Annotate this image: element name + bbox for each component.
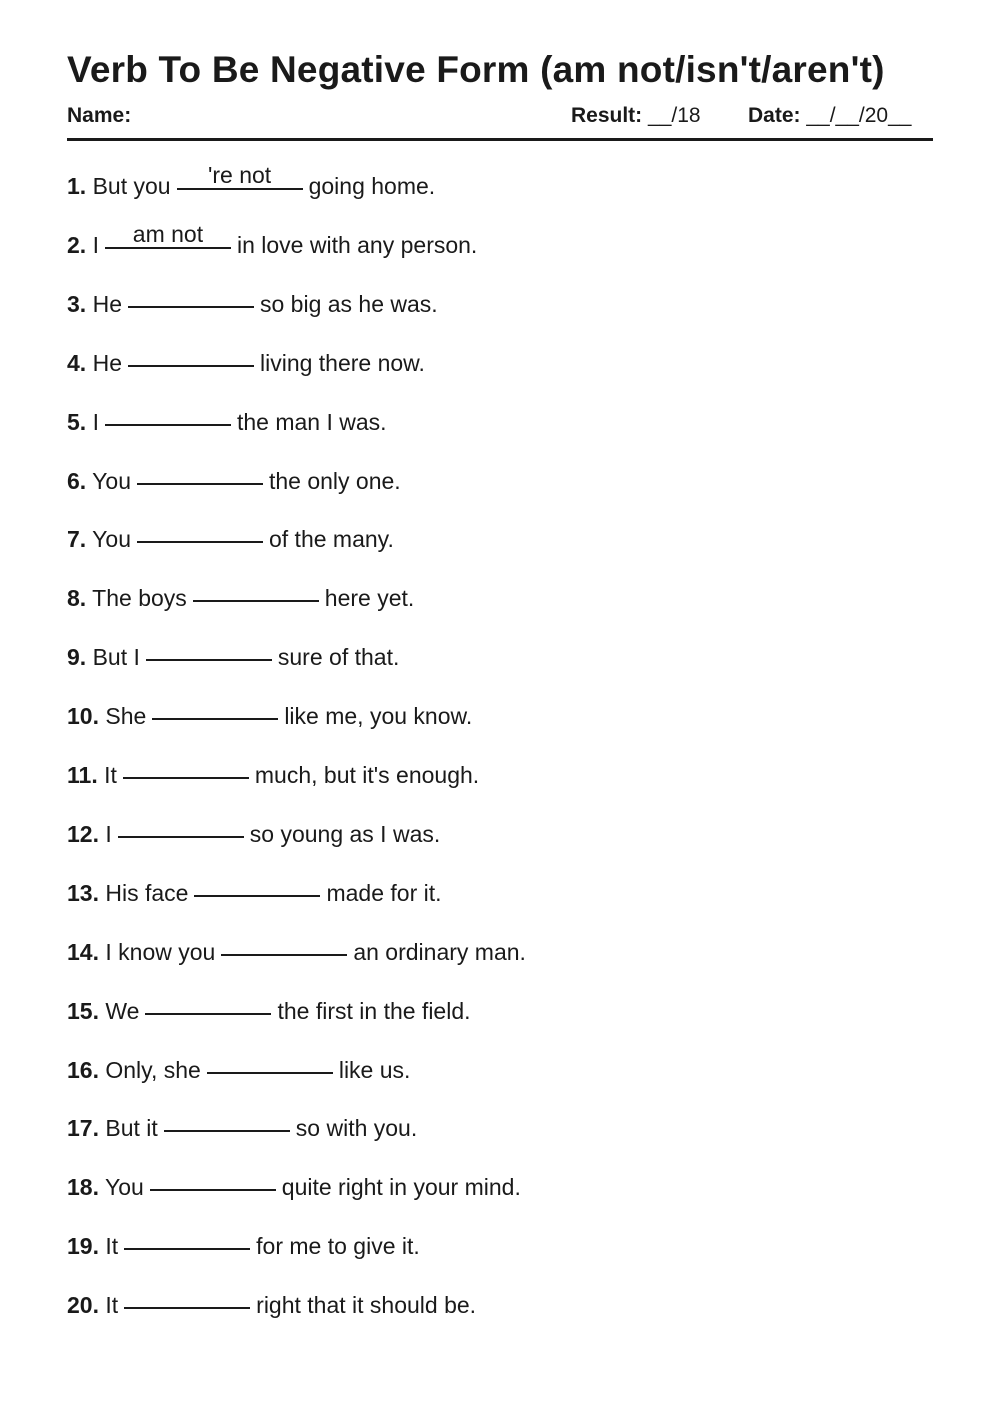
question-item: [67, 989, 471, 1029]
question-item: [67, 753, 479, 793]
question-item: [67, 220, 478, 263]
question-text-after: an ordinary man.: [353, 938, 526, 965]
question-item: [67, 930, 526, 970]
date-value: __/__/20__: [806, 104, 912, 127]
question-item: [67, 635, 399, 675]
question-text-before: But I: [92, 644, 140, 671]
question-text-after: in love with any person.: [236, 231, 478, 258]
question-item: [67, 400, 387, 440]
question-number: 18.: [67, 1174, 99, 1201]
question-text-after: made for it.: [326, 879, 442, 906]
result-field: [571, 102, 701, 130]
question-item: [67, 1283, 476, 1323]
question-text-before: The boys: [92, 585, 187, 612]
answer-blank[interactable]: [221, 930, 347, 960]
question-number: 19.: [67, 1233, 99, 1260]
question-item: [67, 812, 440, 852]
result-value: __/18: [648, 104, 701, 127]
question-text-before: It: [105, 1233, 119, 1260]
answer-text: am not: [132, 220, 204, 247]
question-text-after: for me to give it.: [256, 1233, 420, 1260]
question-text-before: You: [92, 526, 131, 553]
question-text-after: quite right in your mind.: [281, 1174, 521, 1201]
question-item: [67, 1106, 417, 1146]
answer-blank[interactable]: [207, 1048, 333, 1078]
question-text-after: much, but it's enough.: [254, 762, 480, 788]
question-text-after: so with you.: [295, 1115, 418, 1142]
question-number: 14.: [67, 938, 99, 965]
question-number: 12.: [67, 820, 99, 847]
question-item: [67, 282, 438, 322]
question-text-after: the only one.: [268, 467, 401, 494]
date-label: Date:: [748, 104, 801, 127]
question-text-before: You: [92, 467, 131, 494]
question-text-before: But it: [105, 1115, 158, 1142]
question-number: 2.: [67, 231, 87, 258]
question-text-after: the man I was.: [236, 408, 387, 435]
answer-blank[interactable]: [152, 694, 278, 724]
answer-blank[interactable]: [150, 1165, 276, 1195]
question-text-before: I: [105, 820, 112, 847]
question-text-after: here yet.: [324, 585, 415, 612]
question-text-before: He: [92, 349, 122, 376]
answer-blank[interactable]: [128, 341, 254, 371]
name-field: [67, 102, 131, 130]
question-item: [67, 576, 414, 616]
answer-blank[interactable]: [118, 812, 244, 842]
worksheet-title: Verb To Be Negative Form (am not/isn't/aren't): [67, 49, 885, 90]
question-text-before: I: [92, 231, 99, 258]
question-text-before: I know you: [105, 938, 216, 965]
question-number: 5.: [67, 408, 87, 435]
question-text-before: She: [105, 703, 147, 730]
question-text-before: Only, she: [105, 1056, 201, 1083]
question-number: 20.: [67, 1292, 99, 1319]
answer-blank[interactable]: [145, 989, 271, 1019]
answer-blank[interactable]: [128, 282, 254, 312]
question-number: 15.: [67, 997, 99, 1024]
question-text-before: We: [105, 997, 140, 1024]
question-text-before: But you: [92, 173, 171, 199]
question-text-after: like me, you know.: [284, 703, 473, 730]
question-item: [67, 517, 394, 557]
question-number: 4.: [67, 349, 87, 376]
question-item: [67, 871, 442, 911]
question-text-after: so big as he was.: [259, 290, 438, 317]
question-text-after: the first in the field.: [277, 997, 471, 1024]
answer-blank[interactable]: [137, 517, 263, 547]
answer-blank[interactable]: [137, 459, 263, 489]
answer-blank[interactable]: [146, 635, 272, 665]
question-number: 1.: [67, 173, 87, 199]
question-number: 9.: [67, 644, 87, 671]
answer-blank[interactable]: [177, 164, 303, 194]
question-item: [67, 459, 401, 499]
question-text-before: You: [104, 1174, 144, 1201]
question-item: [67, 1048, 410, 1088]
answer-blank[interactable]: [164, 1106, 290, 1136]
question-item: [67, 1165, 521, 1205]
question-number: 13.: [67, 879, 99, 906]
question-number: 3.: [67, 290, 87, 317]
question-text-before: He: [92, 290, 122, 317]
result-label: Result:: [571, 104, 643, 127]
question-item: [67, 341, 425, 381]
answer-text: 're not: [207, 162, 272, 188]
question-text-after: of the many.: [268, 526, 394, 553]
question-text-before: It: [105, 1292, 119, 1319]
question-text-after: living there now.: [259, 349, 425, 376]
question-number: 10.: [67, 703, 99, 730]
question-item: [67, 694, 472, 734]
question-text-before: His face: [105, 879, 189, 906]
question-text-after: going home.: [308, 173, 436, 199]
question-text-after: sure of that.: [277, 644, 400, 671]
answer-blank[interactable]: [124, 1283, 250, 1313]
answer-blank[interactable]: [124, 1224, 250, 1254]
question-number: 11.: [67, 762, 98, 788]
question-item: [67, 1224, 420, 1264]
answer-blank[interactable]: [123, 753, 249, 783]
question-text-after: right that it should be.: [256, 1292, 477, 1319]
question-item: [67, 164, 435, 204]
question-number: 17.: [67, 1115, 99, 1142]
header-divider: [67, 138, 933, 141]
answer-blank[interactable]: [105, 400, 231, 430]
question-text-before: I: [92, 408, 99, 435]
question-number: 7.: [67, 526, 87, 553]
date-field: [748, 102, 911, 130]
question-text-before: It: [104, 762, 117, 788]
answer-blank[interactable]: [194, 871, 320, 901]
question-number: 8.: [67, 585, 87, 612]
question-text-after: so young as I was.: [249, 820, 441, 847]
question-text-after: like us.: [338, 1056, 411, 1083]
question-number: 6.: [67, 467, 87, 494]
answer-blank[interactable]: [105, 220, 231, 253]
question-number: 16.: [67, 1056, 99, 1083]
name-label: Name:: [67, 104, 132, 127]
answer-blank[interactable]: [193, 576, 319, 606]
